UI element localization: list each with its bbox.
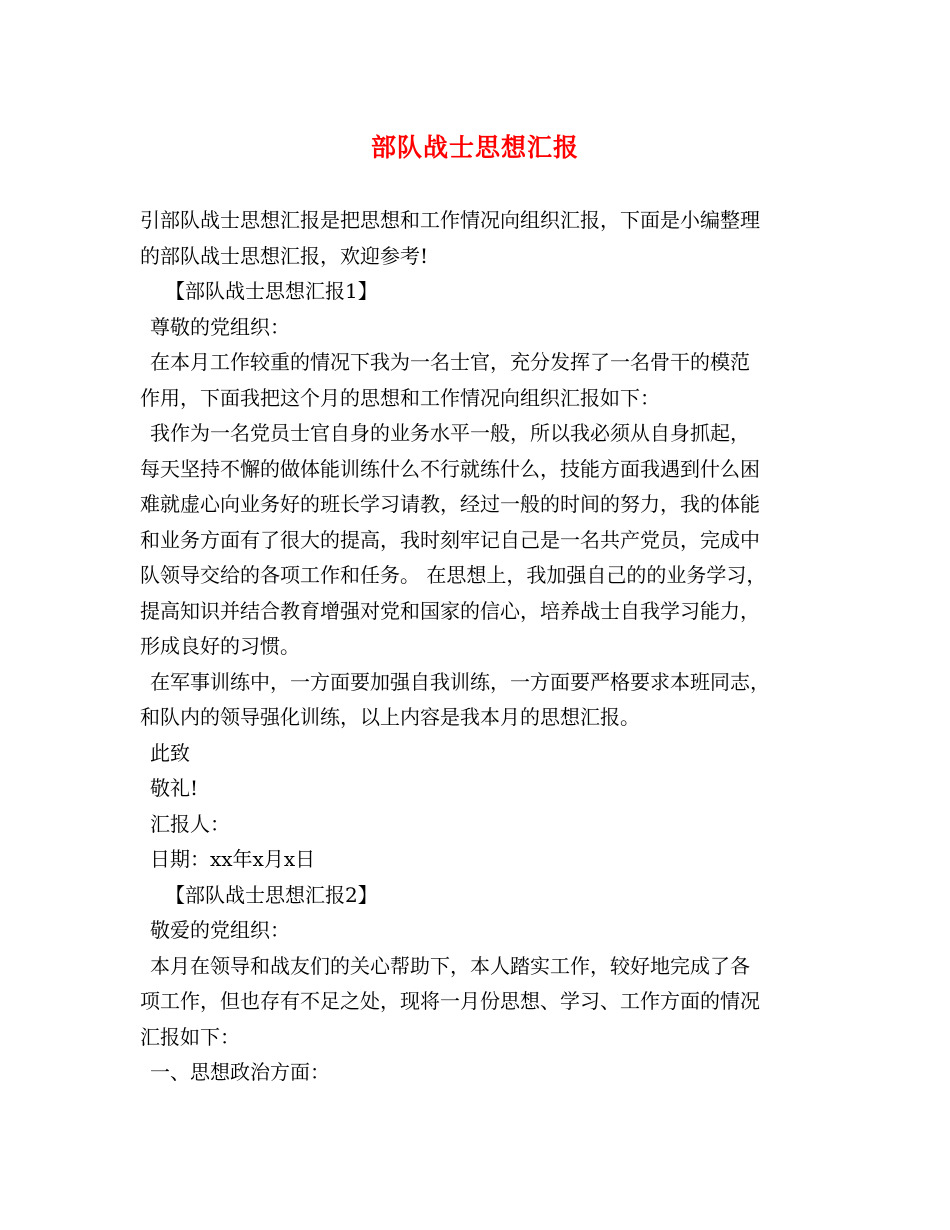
section-heading: 【部队战士思想汇报2】 [165,882,378,907]
subsection-heading: 一、思想政治方面： [150,1060,330,1084]
paragraph-line: 每天坚持不懈的做体能训练什么不行就练什么，技能方面我遇到什么困 [140,456,760,481]
document-title: 部队战士思想汇报 [370,133,579,162]
paragraph-line: 引部队战士思想汇报是把思想和工作情况向组织汇报，下面是小编整理 [140,208,760,232]
paragraph-line: 在本月工作较重的情况下我为一名士官，充分发挥了一名骨干的模范 [150,350,750,374]
paragraph-line: 在军事训练中，一方面要加强自我训练，一方面要严格要求本班同志， [150,669,770,694]
paragraph-line: 形成良好的习惯。 [140,634,300,658]
paragraph-line: 的部队战士思想汇报，欢迎参考! [140,243,429,268]
paragraph-line: 和业务方面有了很大的提高，我时刻牢记自己是一名共产党员，完成中 [140,527,760,552]
salutation: 敬爱的党组织： [150,918,290,942]
paragraph-line: 本月在领导和战友们的关心帮助下，本人踏实工作，较好地完成了各 [150,953,750,978]
paragraph-line: 汇报如下： [140,1024,240,1049]
date-line: 日期：xx年x月x日 [150,847,316,871]
paragraph-line: 作用，下面我把这个月的思想和工作情况向组织汇报如下： [140,385,660,410]
document-body [140,203,830,1091]
closing-line: 敬礼! [150,776,199,800]
paragraph-line: 队领导交给的各项工作和任务。 在思想上，我加强自己的的业务学习， [140,563,767,587]
paragraph-line: 项工作，但也存有不足之处，现将一月份思想、学习、工作方面的情况 [140,989,760,1013]
reporter-label: 汇报人： [150,811,230,836]
paragraph-line: 我作为一名党员士官自身的业务水平一般，所以我必须从自身抓起， [150,421,750,445]
paragraph-line: 难就虚心向业务好的班长学习请教，经过一般的时间的努力，我的体能 [140,492,760,516]
closing-line: 此致 [150,740,190,765]
section-heading: 【部队战士思想汇报1】 [165,279,378,303]
salutation: 尊敬的党组织： [150,314,290,339]
paragraph-line: 和队内的领导强化训练，以上内容是我本月的思想汇报。 [140,705,640,729]
paragraph-line: 提高知识并结合教育增强对党和国家的信心，培养战士自我学习能力， [140,598,760,623]
